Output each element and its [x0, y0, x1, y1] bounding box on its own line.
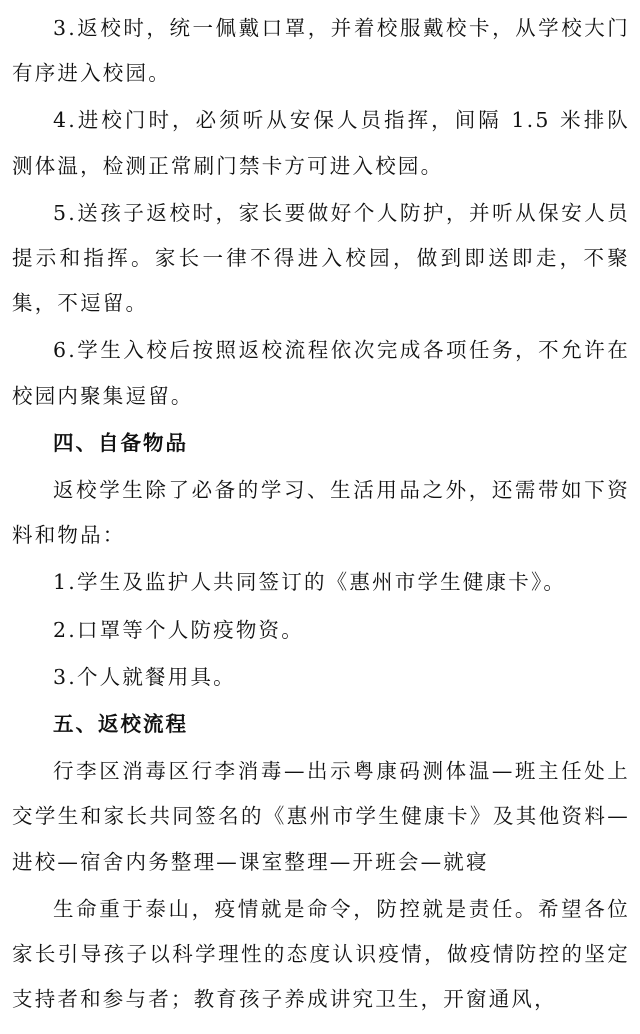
- paragraph-supplies-intro: 返校学生除了必备的学习、生活用品之外，还需带如下资料和物品：: [12, 478, 630, 548]
- paragraph-parent-protection: 5.送孩子返校时，家长要做好个人防护，并听从保安人员提示和指挥。家长一律不得进入校园，做到即送即走，不聚集，不逗留。: [12, 200, 630, 316]
- paragraph-no-gathering: 6.学生入校后按照返校流程依次完成各项任务，不允许在校园内聚集逗留。: [12, 338, 630, 408]
- paragraph-procedure-steps: 行李区消毒区行李消毒—出示粤康码测体温—班主任处上交学生和家长共同签名的《惠州市学生健康卡》及其他资料—进校—宿舍内务整理—课室整理—开班会—就寝: [12, 759, 630, 874]
- section-heading-procedure: 五、返校流程: [53, 712, 188, 737]
- paragraph-return-entry: 3.返校时，统一佩戴口罩，并着校服戴校卡，从学校大门有序进入校园。: [12, 16, 630, 86]
- section-heading-supplies: 四、自备物品: [53, 430, 188, 455]
- list-item-utensils: 3.个人就餐用具。: [53, 664, 236, 689]
- list-item-health-card: 1.学生及监护人共同签订的《惠州市学生健康卡》。: [53, 570, 567, 595]
- paragraph-closing-appeal: 生命重于泰山，疫情就是命令，防控就是责任。希望各位家长引导孩子以科学理性的态度认识疫情，做疫情防控的坚定支持者和参与者；教育孩子养成讲究卫生，开窗通风，: [12, 896, 630, 1012]
- list-item-masks: 2.口罩等个人防疫物资。: [53, 617, 304, 642]
- paragraph-gate-temperature: 4.进校门时，必须听从安保人员指挥，间隔 1.5 米排队测体温，检测正常刷门禁卡方可进入校园。: [12, 108, 630, 178]
